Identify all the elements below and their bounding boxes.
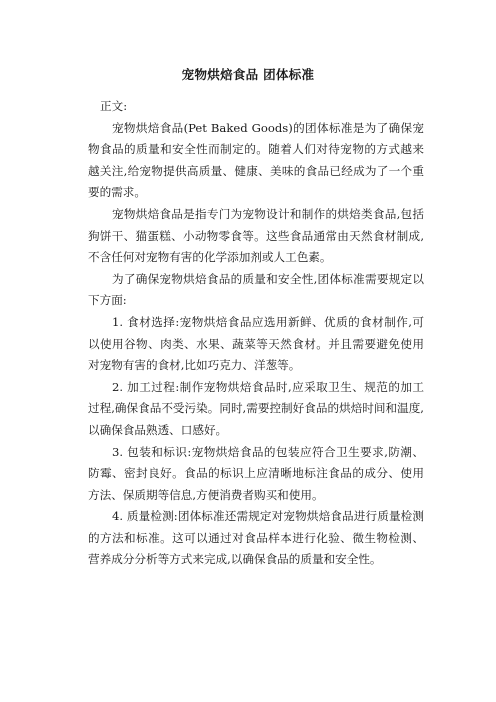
- paragraph-item-ingredients: 1. 食材选择:宠物烘焙食品应选用新鲜、优质的食材制作,可以使用谷物、肉类、水果、蔬菜等天然食材。并且需要避免使用对宠物有害的食材,比如巧克力、洋葱等。: [88, 314, 424, 373]
- body-label: 正文:: [100, 99, 128, 113]
- paragraph-item-processing: 2. 加工过程:制作宠物烘焙食品时,应采取卫生、规范的加工过程,确保食品不受污染。同时,需要控制好食品的烘焙时间和温度,以确保食品熟透、口感好。: [88, 379, 424, 437]
- paragraph-intro: 宠物烘焙食品(Pet Baked Goods)的团体标准是为了确保宠物食品的质量和安全性而制定的。随着人们对待宠物的方式越来越关注,给宠物提供高质量、健康、美味的食品已经成为了一个重要的需求。: [88, 120, 424, 200]
- paragraph-item-quality: 4. 质量检测:团体标准还需规定对宠物烘焙食品进行质量检测的方法和标准。这可以通过对食品样本进行化验、微生物检测、营养成分分析等方式来完成,以确保食品的质量和安全性。: [88, 509, 424, 567]
- paragraph-requirements-intro: 为了确保宠物烘焙食品的质量和安全性,团体标准需要规定以下方面:: [88, 271, 424, 308]
- page-title: 宠物烘焙食品 团体标准: [181, 67, 315, 82]
- paragraph-definition: 宠物烘焙食品是指专门为宠物设计和制作的烘焙类食品,包括狗饼干、猫蛋糕、小动物零食等。这些食品通常由天然食材制成,不含任何对宠物有害的化学添加剂或人工色素。: [88, 206, 424, 265]
- document-body: [88, 96, 424, 571]
- paragraph-item-packaging: 3. 包装和标识:宠物烘焙食品的包装应符合卫生要求,防潮、防霉、密封良好。食品的标识上应清晰地标注食品的成分、使用方法、保质期等信息,方便消费者购买和使用。: [88, 444, 424, 502]
